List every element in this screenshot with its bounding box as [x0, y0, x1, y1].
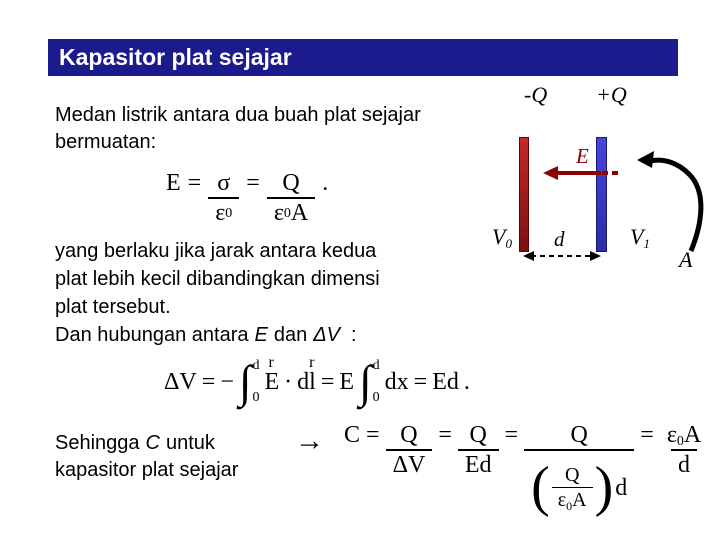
body-line: plat tersebut.	[55, 296, 171, 318]
body-line-text: Dan hubungan antara	[55, 324, 249, 346]
body-line: yang berlaku jika jarak antara kedua	[55, 240, 377, 262]
equals-sign: =	[413, 368, 428, 395]
l-symbol: l	[309, 368, 316, 395]
denominator	[524, 449, 634, 522]
e-symbol: E	[264, 368, 280, 395]
fraction-eps0a-d	[660, 417, 708, 479]
ed-term: Ed	[432, 368, 459, 395]
v0-label: V0	[492, 224, 512, 251]
fraction-sigma-eps0	[208, 168, 239, 227]
equals-sign: =	[187, 170, 202, 196]
numerator: σ	[217, 170, 231, 196]
numerator: Q	[400, 422, 418, 448]
denominator: d	[671, 449, 697, 479]
equals-sign: =	[246, 170, 260, 196]
conclusion-text	[55, 430, 238, 484]
intro-line: bermuatan:	[55, 131, 157, 153]
e-symbol: E	[339, 368, 355, 395]
dot-operator: ·	[284, 368, 293, 395]
equals-sign: =	[201, 368, 216, 395]
epsilon-symbol: ε	[557, 488, 567, 511]
e-vector	[264, 353, 280, 396]
open-paren: (	[531, 456, 550, 518]
vector-harpoon: r	[268, 353, 274, 371]
positive-charge-label: +Q	[596, 82, 627, 107]
denominator	[552, 487, 593, 512]
equals-sign: =	[320, 368, 335, 395]
epsilon-symbol: ε	[215, 200, 226, 226]
integral-upper-limit: d	[252, 358, 260, 373]
e-field-label: E	[576, 144, 589, 168]
c-variable: C	[145, 432, 160, 454]
epsilon-symbol: ε	[273, 200, 284, 226]
subscript-zero: 0	[225, 205, 233, 221]
equals-sign: =	[640, 422, 654, 448]
numerator	[660, 417, 708, 449]
d-factor: d	[615, 475, 628, 501]
page-title: Kapasitor plat sejajar	[59, 44, 292, 70]
differential-d: d	[297, 368, 310, 395]
conclusion-line: kapasitor plat sejajar	[55, 459, 239, 481]
distance-arrow	[523, 251, 601, 261]
subscript-zero: 0	[676, 434, 684, 449]
e-field-arrow	[543, 166, 618, 180]
intro-text	[55, 102, 421, 156]
e-variable: E	[254, 324, 268, 346]
conclusion-line	[55, 430, 238, 457]
period: .	[322, 170, 329, 196]
fraction-q-nested	[524, 417, 634, 522]
implies-arrow-icon: →	[295, 425, 324, 457]
fraction-q-eps0a	[267, 168, 315, 227]
conclusion-text-part: untuk	[165, 432, 215, 454]
dl-vector	[297, 353, 316, 396]
area-symbol: A	[572, 488, 587, 511]
inner-fraction	[552, 463, 593, 512]
equals-sign: =	[504, 422, 519, 448]
numerator: Q	[282, 170, 300, 196]
equals-sign: =	[366, 422, 380, 448]
numerator: Q	[570, 422, 588, 448]
fraction-q-ed	[458, 417, 499, 479]
body-line-text: dan	[273, 324, 308, 346]
formula-capacitance	[344, 417, 708, 522]
epsilon-symbol: ε	[666, 422, 677, 448]
denominator: ΔV	[386, 449, 433, 479]
integral-symbol: ∫	[238, 356, 252, 407]
integral-upper-limit: d	[372, 358, 380, 373]
body-text	[55, 237, 380, 349]
denominator	[267, 197, 315, 227]
delta-v-symbol: ΔV	[164, 368, 197, 395]
delta-v-variable: ΔV	[313, 324, 340, 346]
e-symbol: E	[166, 170, 181, 196]
integral-lower-limit: 0	[372, 390, 380, 405]
dx-term: dx	[384, 368, 409, 395]
integral-0-d	[239, 357, 260, 407]
title-bar	[48, 39, 678, 76]
area-symbol: A	[683, 422, 702, 448]
subscript-zero: 0	[283, 205, 291, 221]
formula-electric-field	[166, 168, 328, 227]
distance-label: d	[554, 227, 565, 251]
conclusion-text-part: Sehingga	[55, 432, 140, 454]
body-line	[55, 321, 380, 349]
integral-symbol: ∫	[359, 356, 372, 407]
numerator: Q	[564, 463, 580, 486]
denominator: Ed	[458, 449, 499, 479]
numerator: Q	[469, 422, 487, 448]
body-line: plat lebih kecil dibandingkan dimensi	[55, 268, 380, 290]
area-symbol: A	[290, 200, 309, 226]
denominator	[208, 197, 239, 227]
close-paren: )	[594, 456, 614, 518]
equals-sign: =	[438, 422, 452, 448]
integral-lower-limit: 0	[252, 390, 260, 405]
area-label: A	[679, 247, 693, 272]
negative-charge-label: -Q	[524, 82, 548, 107]
subscript-zero: 0	[566, 498, 573, 513]
integral-0-d	[359, 357, 380, 407]
c-symbol: C	[344, 422, 361, 448]
intro-line: Medan listrik antara dua buah plat sejajar	[55, 104, 421, 126]
colon: :	[350, 324, 357, 346]
minus-sign: −	[220, 368, 234, 395]
vector-harpoon: r	[309, 353, 315, 371]
fraction-q-dv	[386, 417, 433, 479]
period: .	[463, 368, 470, 395]
formula-potential	[164, 353, 470, 411]
v1-label: V1	[630, 224, 650, 251]
